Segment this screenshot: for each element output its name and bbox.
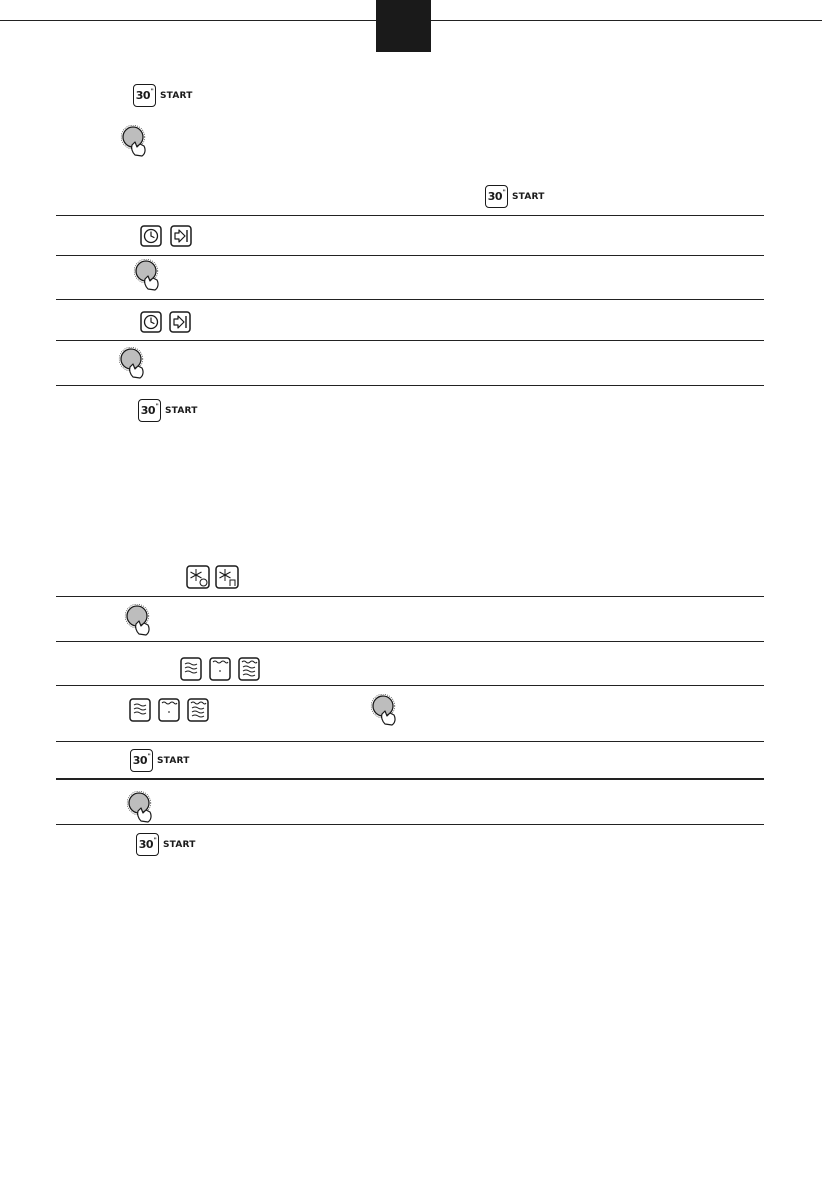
divider [56,741,764,742]
divider [56,340,764,341]
start-label: START [163,839,196,850]
rotary-dial-hand-icon [118,347,152,381]
start-30-box: 30 " [136,833,159,856]
start-30-box: 30 " [130,749,153,772]
start-30-box: 30 " [485,185,508,208]
divider [56,215,764,216]
grill-icon [158,698,180,722]
start-button-icon [485,185,545,208]
start-button-icon [133,84,193,107]
divider [56,778,764,780]
defrost-by-weight-icon [186,565,210,589]
start-30-box: 30 " [133,84,156,107]
microwave-icon [129,698,151,722]
combi-icon [238,657,260,681]
defrost-by-time-icon [215,565,239,589]
combi-icon [187,698,209,722]
rotary-dial-hand-icon [370,694,404,728]
page-tab-marker [376,0,431,52]
start-label: START [157,755,190,766]
divider [56,641,764,642]
divider [56,299,764,300]
next-arrow-icon [169,311,191,333]
rotary-dial-hand-icon [126,791,160,825]
clock-icon [140,311,162,333]
clock-icon [140,225,162,247]
divider [56,255,764,256]
grill-icon [209,657,231,681]
divider [56,685,764,686]
rotary-dial-hand-icon [133,259,167,293]
start-button-icon [138,399,198,422]
divider [56,824,764,825]
microwave-icon [180,657,202,681]
rotary-dial-hand-icon [124,604,158,638]
start-button-icon [130,749,190,772]
rotary-dial-hand-icon [120,125,154,159]
divider [56,596,764,597]
next-arrow-icon [170,225,192,247]
start-label: START [160,90,193,101]
start-label: START [165,405,198,416]
start-label: START [512,191,545,202]
start-30-box: 30 " [138,399,161,422]
divider [56,385,764,386]
start-button-icon [136,833,196,856]
